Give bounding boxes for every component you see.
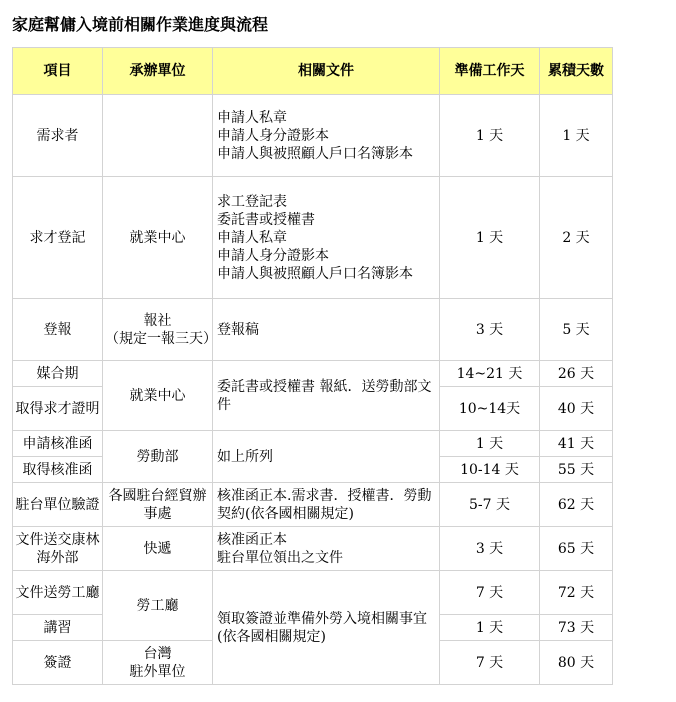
item-cell: 文件送交康林海外部 xyxy=(13,527,103,571)
process-table xyxy=(12,47,613,685)
item-cell: 講習 xyxy=(13,615,103,641)
header-item: 項目 xyxy=(13,48,103,95)
item-cell: 簽證 xyxy=(13,641,103,685)
item-cell: 登報 xyxy=(13,299,103,361)
docs-cell: 求工登記表 委託書或授權書 申請人私章 申請人身分證影本 申請人與被照顧人戶口名簿影本 xyxy=(213,177,440,299)
prep-days-cell: 7 天 xyxy=(440,571,540,615)
item-cell: 文件送勞工廳 xyxy=(13,571,103,615)
header-prep-days: 準備工作天 xyxy=(440,48,540,95)
docs-cell: 領取簽證並準備外勞入境相關事宜 (依各國相關規定) xyxy=(213,571,440,685)
header-unit: 承辦單位 xyxy=(103,48,213,95)
table-row xyxy=(13,361,613,387)
item-cell: 申請核准函 xyxy=(13,431,103,457)
prep-days-cell: 3 天 xyxy=(440,299,540,361)
unit-cell: 就業中心 xyxy=(103,361,213,431)
header-cumulative-days: 累積天數 xyxy=(540,48,613,95)
unit-cell xyxy=(103,95,213,177)
item-cell: 媒合期 xyxy=(13,361,103,387)
cumulative-days-cell: 5 天 xyxy=(540,299,613,361)
prep-days-cell: 1 天 xyxy=(440,431,540,457)
header-row xyxy=(13,48,613,95)
cumulative-days-cell: 73 天 xyxy=(540,615,613,641)
prep-days-cell: 14~21 天 xyxy=(440,361,540,387)
unit-cell: 台灣 駐外單位 xyxy=(103,641,213,685)
prep-days-cell: 1 天 xyxy=(440,615,540,641)
page-title: 家庭幫傭入境前相關作業進度與流程 xyxy=(12,15,269,34)
docs-cell: 如上所列 xyxy=(213,431,440,483)
cumulative-days-cell: 41 天 xyxy=(540,431,613,457)
prep-days-cell: 7 天 xyxy=(440,641,540,685)
table-row xyxy=(13,177,613,299)
cumulative-days-cell: 62 天 xyxy=(540,483,613,527)
prep-days-cell: 1 天 xyxy=(440,177,540,299)
table-row xyxy=(13,527,613,571)
unit-cell: 勞動部 xyxy=(103,431,213,483)
item-cell: 取得求才證明 xyxy=(13,387,103,431)
docs-cell: 登報稿 xyxy=(213,299,440,361)
prep-days-cell: 1 天 xyxy=(440,95,540,177)
item-cell: 需求者 xyxy=(13,95,103,177)
prep-days-cell: 5-7 天 xyxy=(440,483,540,527)
prep-days-cell: 10-14 天 xyxy=(440,457,540,483)
cumulative-days-cell: 26 天 xyxy=(540,361,613,387)
cumulative-days-cell: 1 天 xyxy=(540,95,613,177)
table-row xyxy=(13,95,613,177)
item-cell: 取得核准函 xyxy=(13,457,103,483)
cumulative-days-cell: 55 天 xyxy=(540,457,613,483)
item-cell: 求才登記 xyxy=(13,177,103,299)
docs-cell: 核准函正本.需求書．授權書．勞動契約(依各國相關規定) xyxy=(213,483,440,527)
table-row xyxy=(13,431,613,457)
cumulative-days-cell: 40 天 xyxy=(540,387,613,431)
unit-cell: 各國駐台經貿辦事處 xyxy=(103,483,213,527)
prep-days-cell: 10~14天 xyxy=(440,387,540,431)
unit-cell: 報社 （規定一報三天） xyxy=(103,299,213,361)
docs-cell: 申請人私章 申請人身分證影本 申請人與被照顧人戶口名簿影本 xyxy=(213,95,440,177)
table-row xyxy=(13,571,613,615)
docs-cell: 核准函正本 駐台單位領出之文件 xyxy=(213,527,440,571)
unit-cell: 勞工廳 xyxy=(103,571,213,641)
unit-cell: 就業中心 xyxy=(103,177,213,299)
table-row xyxy=(13,299,613,361)
cumulative-days-cell: 80 天 xyxy=(540,641,613,685)
table-row xyxy=(13,483,613,527)
item-cell: 駐台單位驗證 xyxy=(13,483,103,527)
unit-cell: 快遞 xyxy=(103,527,213,571)
docs-cell: 委託書或授權書 報紙．送勞動部文件 xyxy=(213,361,440,431)
cumulative-days-cell: 72 天 xyxy=(540,571,613,615)
prep-days-cell: 3 天 xyxy=(440,527,540,571)
header-docs: 相關文件 xyxy=(213,48,440,95)
cumulative-days-cell: 65 天 xyxy=(540,527,613,571)
cumulative-days-cell: 2 天 xyxy=(540,177,613,299)
